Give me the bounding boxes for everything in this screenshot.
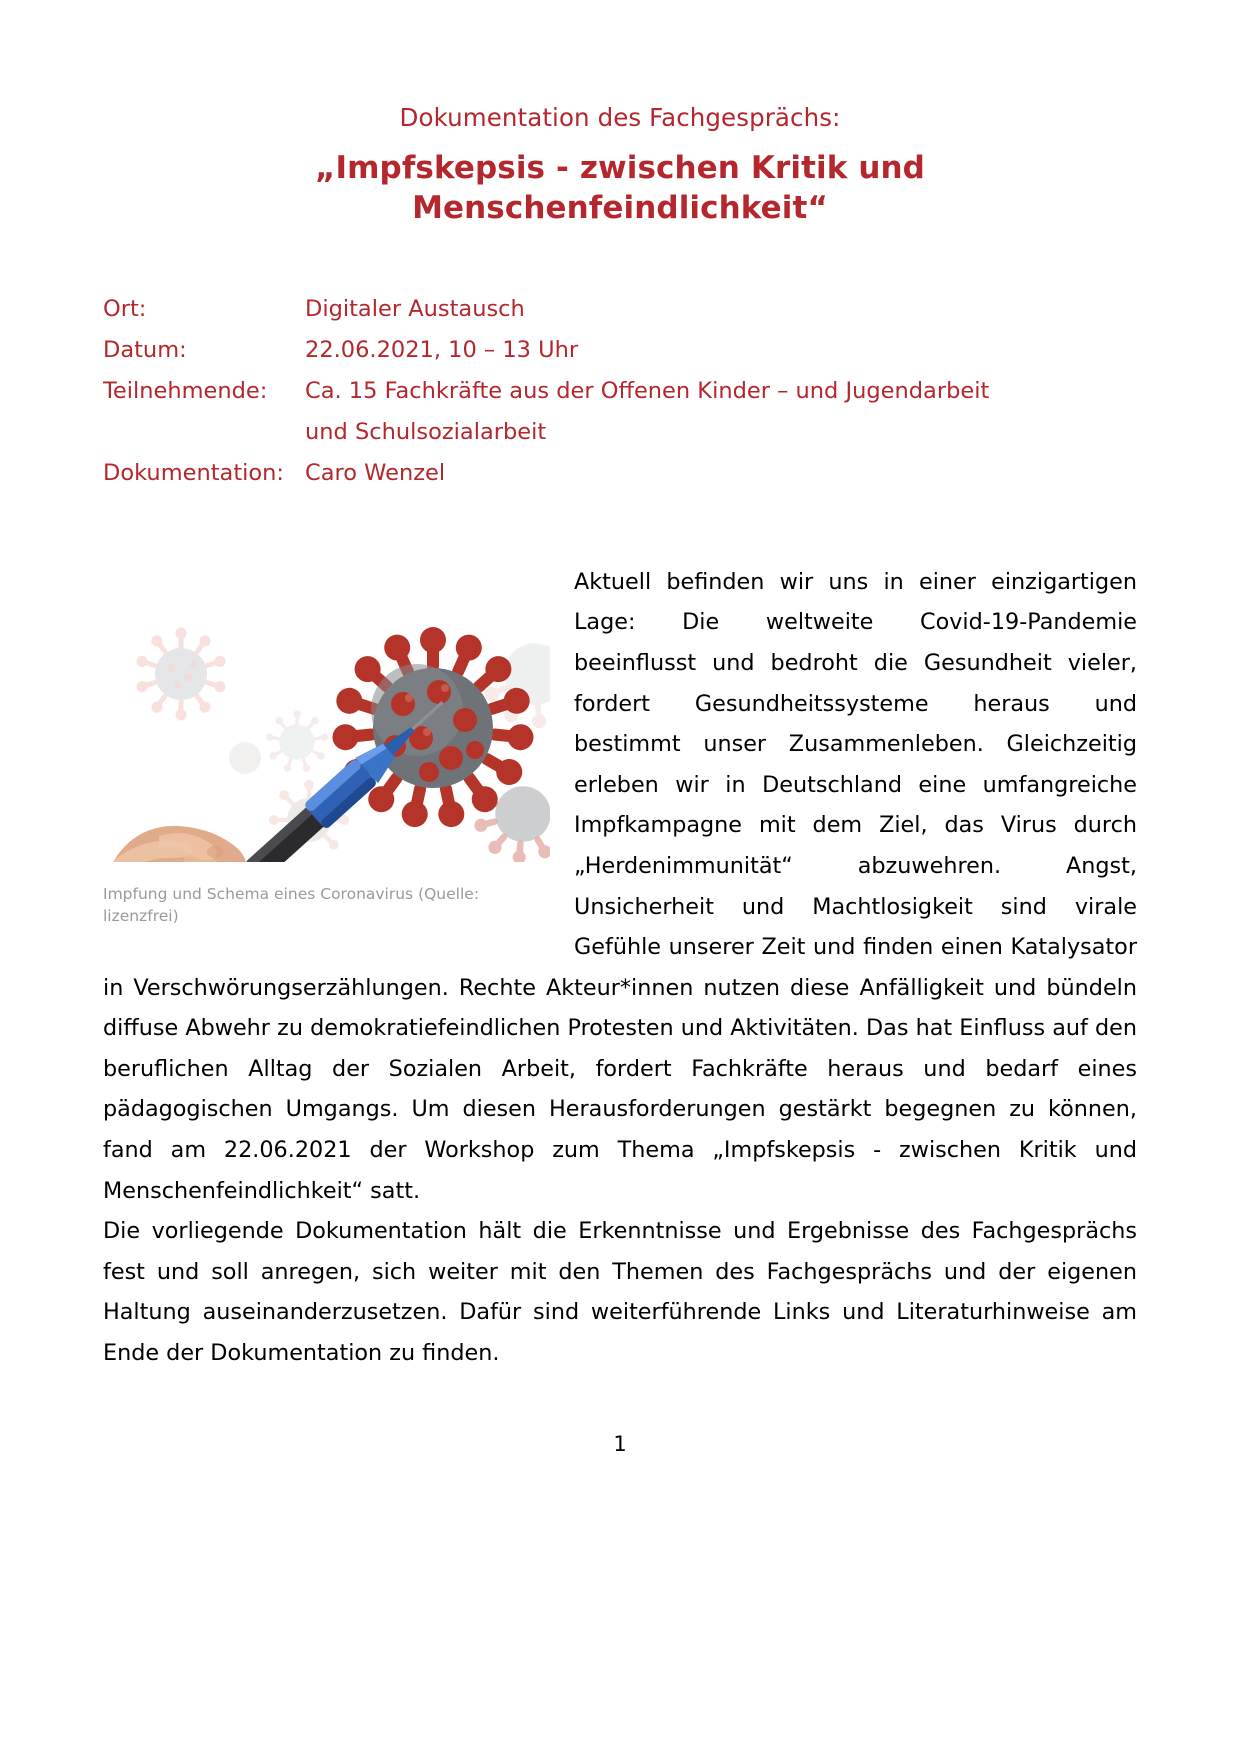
page-number: 1 [613,1432,627,1456]
metadata-table [103,289,1137,494]
metadata-label-ort: Ort: [103,296,147,323]
document-subtitle: Dokumentation des Fachgesprächs: [399,103,841,132]
metadata-row-datum [103,330,1137,371]
metadata-label-datum: Datum: [103,337,187,364]
document-title: „Impfskepsis - zwischen Kritik und Menschenfeindlichkeit“ [315,149,925,226]
metadata-label-teilnehmende: Teilnehmende: [103,378,268,405]
vaccination-coronavirus-illustration-icon [103,562,550,862]
metadata-value-dokumentation: Caro Wenzel [305,459,446,486]
metadata-value-teilnehmende: Ca. 15 Fachkräfte aus der Offenen Kinder – und Jugendarbeit und Schulsozialarbeit [305,378,990,446]
body-text-block [103,562,1137,1374]
metadata-label-dokumentation: Dokumentation: [103,459,284,486]
metadata-value-datum: 22.06.2021, 10 – 13 Uhr [305,337,579,364]
metadata-row-dokumentation [103,453,1137,494]
page-content [103,0,1137,1373]
metadata-value-ort: Digitaler Austausch [305,296,525,323]
body-paragraph-2: Die vorliegende Dokumentation hält die Erkenntnisse und Ergebnisse des Fachgesprächs fest und soll anregen, sich weiter mit den Themen des Fachgesprächs und der eigenen Haltung auseinanderzusetzen. Dafür sind weiterführende Links und Literaturhinweise am Ende der Dokumentation zu finden. [103,1218,1137,1366]
figure [103,562,550,927]
body-paragraph-1: Aktuell befinden wir uns in einer einzigartigen Lage: Die weltweite Covid-19-Pandemie beeinflusst und bedroht die Gesundheit vieler, fordert Gesundheitssysteme heraus und bestimmt unser Zusammenleben. Gleichzeitig erleben wir in Deutschland eine umfangreiche Impfkampagne mit dem Ziel, das Virus durch „Herdenimmunität“ abzuwehren. Angst, Unsicherheit und Machtlosigkeit sind virale Gefühle unserer Zeit und finden einen Katalysator in Verschwörungserzählungen. Rechte Akteur*innen nutzen diese Anfälligkeit und bündeln diffuse Abwehr zu demokratiefeindlichen Protesten und Aktivitäten. Das hat Einfluss auf den beruflichen Alltag der Sozialen Arbeit, fordert Fachkräfte heraus und bedarf eines pädagogischen Umgangs. Um diesen Herausforderungen gestärkt begegnen zu können, fand am 22.06.2021 der Workshop zum Thema „Impfskepsis - zwischen Kritik und Menschenfeindlichkeit“ satt. [103,568,1137,1204]
metadata-row-teilnehmende [103,371,1137,453]
metadata-row-ort [103,289,1137,330]
figure-caption: Impfung und Schema eines Coronavirus (Quelle: lizenzfrei) [103,884,480,925]
